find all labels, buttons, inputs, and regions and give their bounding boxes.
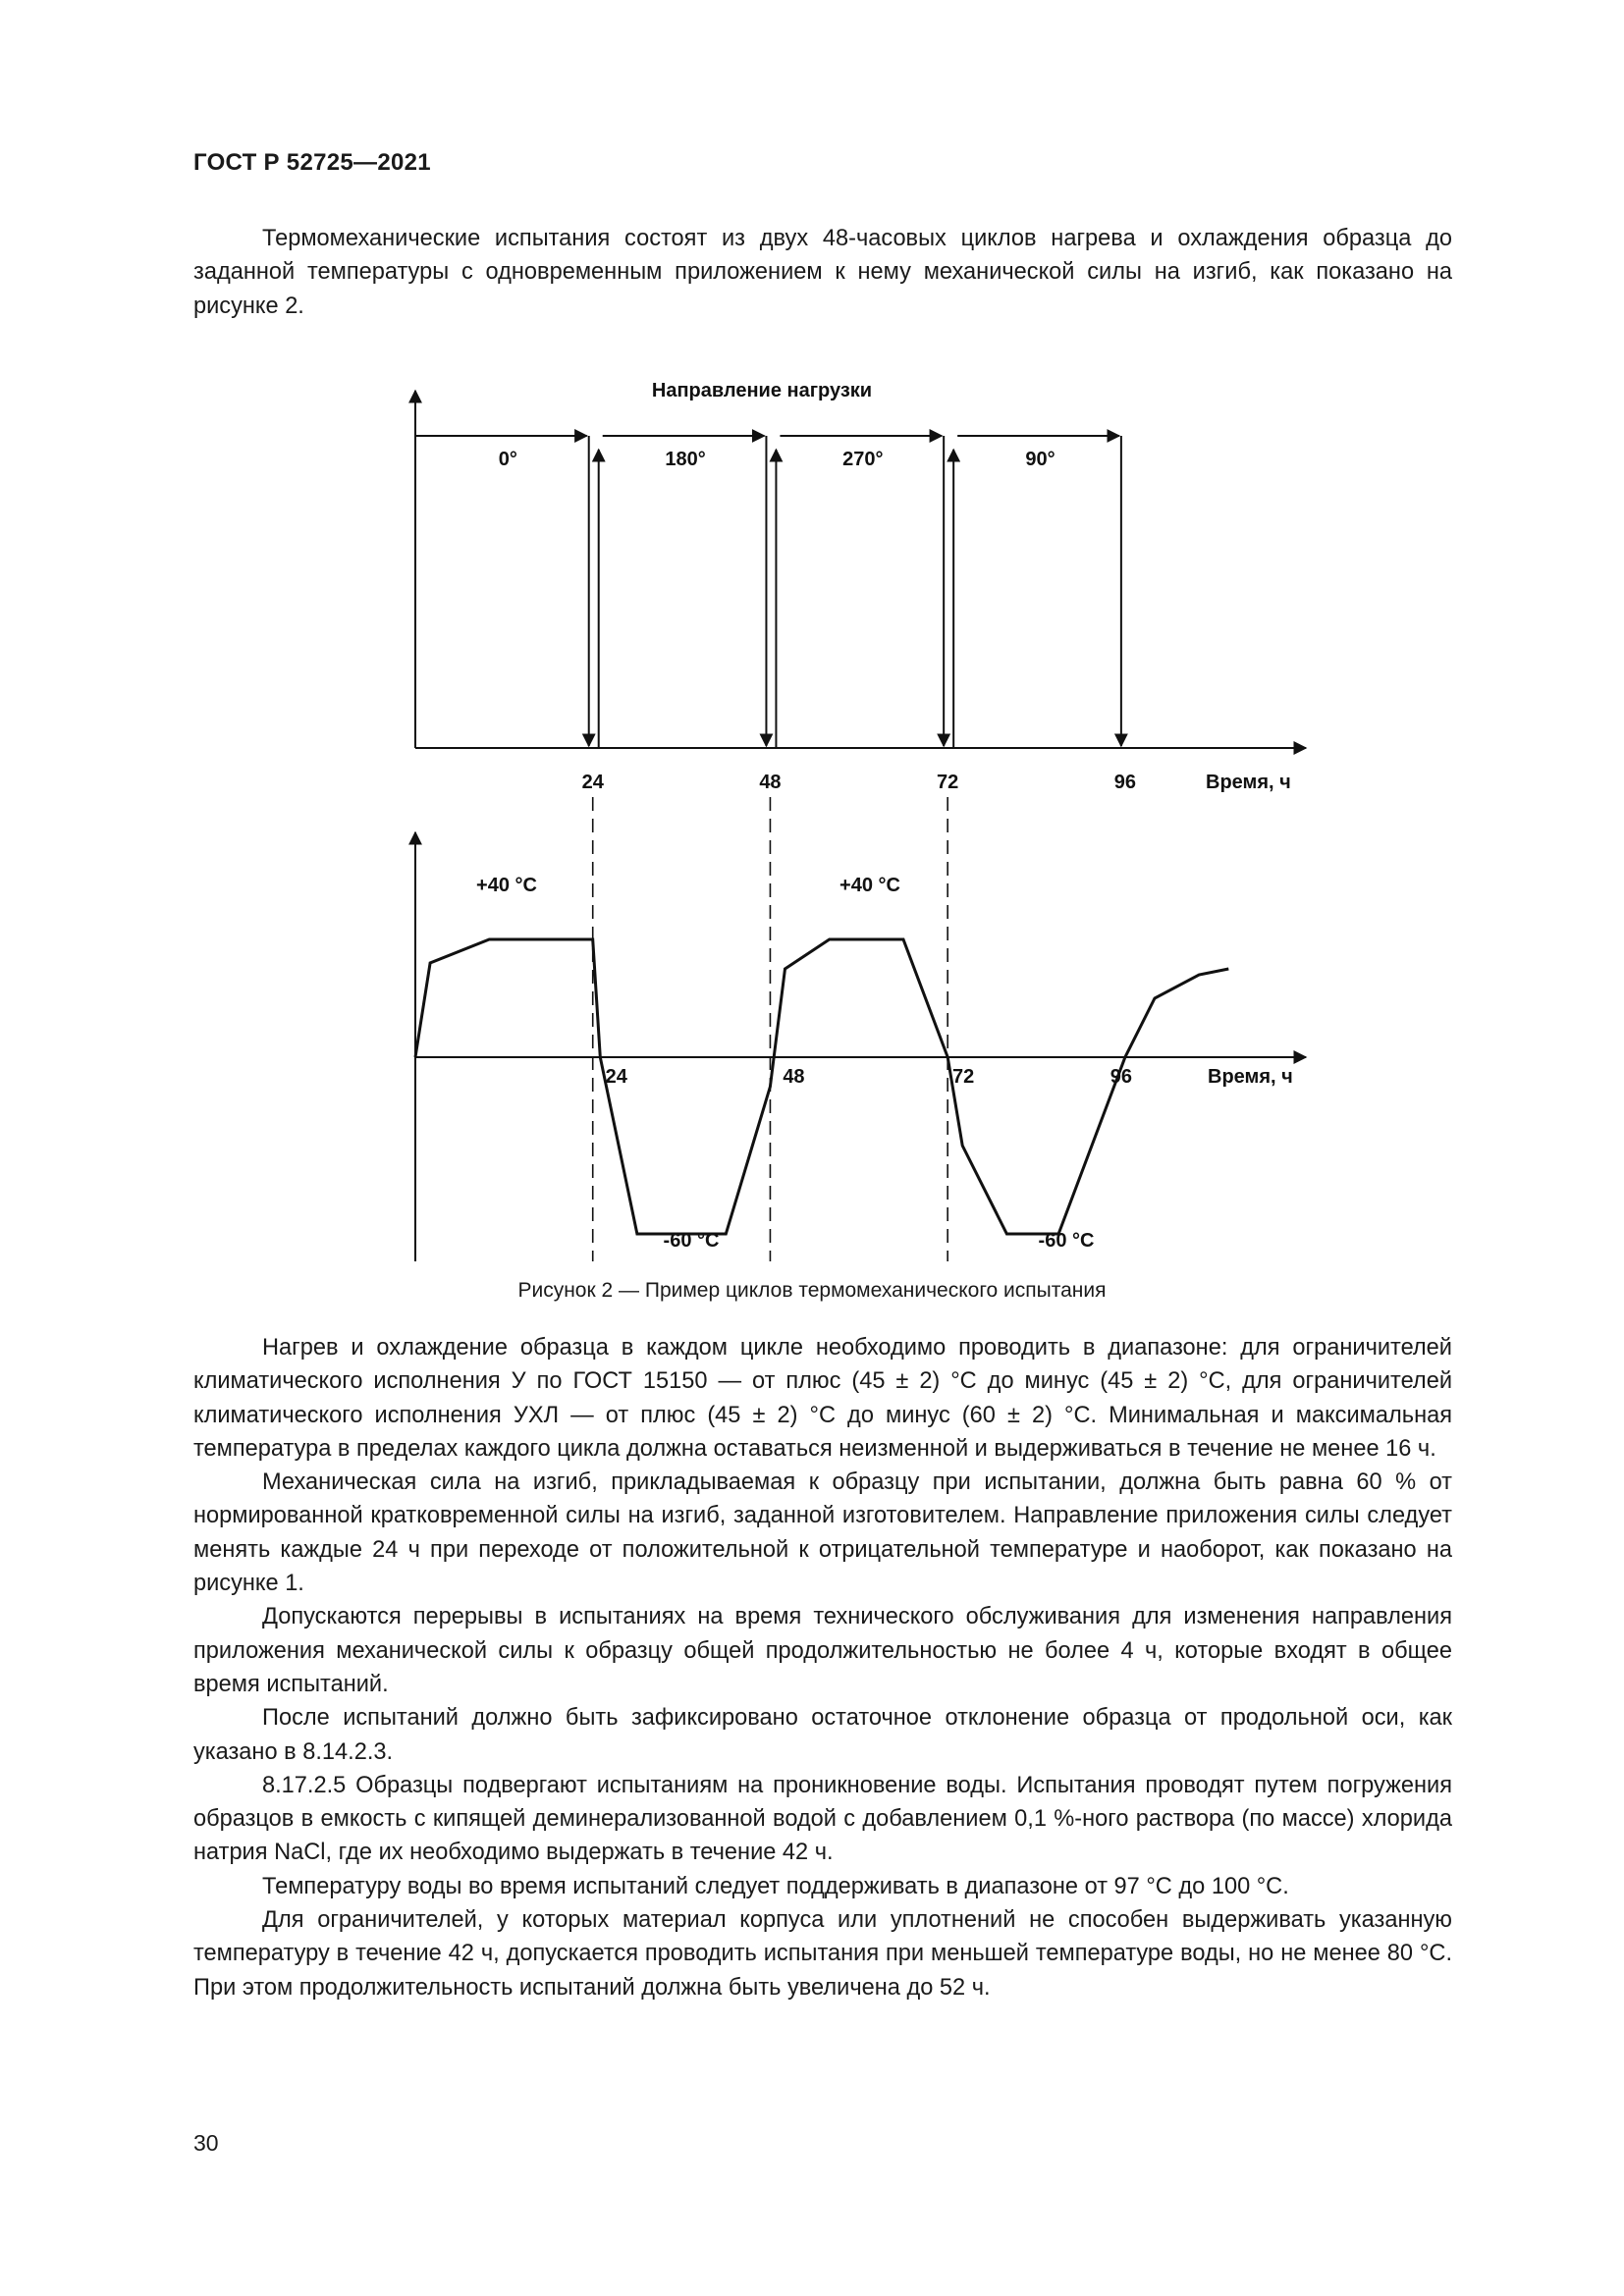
dashed-guides <box>593 797 947 1261</box>
top-tick-label: 24 <box>581 772 604 793</box>
bottom-tick-label: 96 <box>1110 1066 1133 1088</box>
top-x-label: Время, ч <box>1206 772 1291 793</box>
segment-label: 180° <box>665 449 706 470</box>
paragraph: Температуру воды во время испытаний следует поддерживать в диапазоне от 97 °С до 100 °С. <box>262 1873 1289 1899</box>
paragraph: 8.17.2.5 Образцы подвергают испытаниям на проникновение воды. Испытания проводят путем погружения образцов в емкость с кипящей деминерализованной водой с добавлением 0,1 %-ного раствора (по массе) хлорида натрия NaCl, где их необходимо выдержать в течение 42 ч. <box>193 1772 1452 1866</box>
annotation-minus60-1: -60 °С <box>663 1230 720 1252</box>
segment-label: 90° <box>1025 449 1056 470</box>
annotation-plus40-1: +40 °С <box>476 875 537 896</box>
top-chart-title: Направление нагрузки <box>651 380 873 401</box>
paragraph: Для ограничителей, у которых материал корпуса или уплотнений не способен выдерживать указанную температуру в течение 42 ч, допускается проводить испытания при меньшей температуре воды, но не менее 80 °С. При этом продолжительность испытаний должна быть увеличена до 52 ч. <box>193 1907 1452 2001</box>
intro-text <box>193 222 1452 323</box>
bottom-x-label: Время, ч <box>1208 1066 1293 1088</box>
annotation-plus40-2: +40 °С <box>839 875 900 896</box>
segment-3 <box>776 436 944 748</box>
figure-caption: Рисунок 2 — Пример циклов термомеханического испытания <box>517 1279 1107 1302</box>
bottom-x-ticks <box>606 1066 1132 1088</box>
load-direction-segments <box>415 436 1121 748</box>
paragraph: Механическая сила на изгиб, прикладываемая к образцу при испытании, должна быть равна 60 % от нормированной кратковременной силы на изгиб, заданной изготовителем. Направление приложения силы следует менять каждые 24 ч при переходе от положительной к отрицательной температуре и наоборот, как показано на рисунке 1. <box>193 1469 1452 1597</box>
segment-4 <box>953 436 1121 748</box>
body-text <box>193 1331 1452 2004</box>
temperature-curve <box>415 939 1228 1234</box>
segment-2 <box>599 436 767 748</box>
paragraph: Термомеханические испытания состоят из двух 48-часовых циклов нагрева и охлаждения образца до заданной температуры с одновременным приложением к нему механической силы на изгиб, как показано на рисунке 2. <box>193 226 1452 319</box>
segment-1 <box>415 436 589 746</box>
bottom-tick-label: 24 <box>605 1066 627 1088</box>
top-x-ticks <box>582 772 1136 793</box>
segment-label: 270° <box>842 449 884 470</box>
paragraph: Допускаются перерывы в испытаниях на время технического обслуживания для изменения направления приложения механической силы к образцу общей продолжительностью не более 4 ч, которые входят в общее время испытаний. <box>193 1604 1452 1697</box>
document-header: ГОСТ Р 52725—2021 <box>193 149 431 176</box>
paragraph: Нагрев и охлаждение образца в каждом цикле необходимо проводить в диапазоне: для ограничителей климатического исполнения У по ГОСТ 15150 — от плюс (45 ± 2) °С до минус (45 ± 2) °С, для ограничителей климатического исполнения УХЛ — от плюс (45 ± 2) °С до минус (60 ± 2) °С. Минимальная и максимальная температура в пределах каждого цикла должна оставаться неизменной и выдерживаться в течение не менее 16 ч. <box>193 1335 1452 1462</box>
top-tick-label: 72 <box>937 772 959 793</box>
page-number: 30 <box>193 2130 219 2156</box>
paragraph: После испытаний должно быть зафиксировано остаточное отклонение образца от продольной оси, как указано в 8.14.2.3. <box>193 1705 1452 1765</box>
bottom-tick-label: 72 <box>952 1066 975 1088</box>
top-tick-label: 48 <box>759 772 782 793</box>
annotation-minus60-2: -60 °С <box>1038 1230 1095 1252</box>
segment-label: 0° <box>498 449 517 470</box>
top-tick-label: 96 <box>1113 772 1137 793</box>
bottom-tick-label: 48 <box>783 1066 805 1088</box>
